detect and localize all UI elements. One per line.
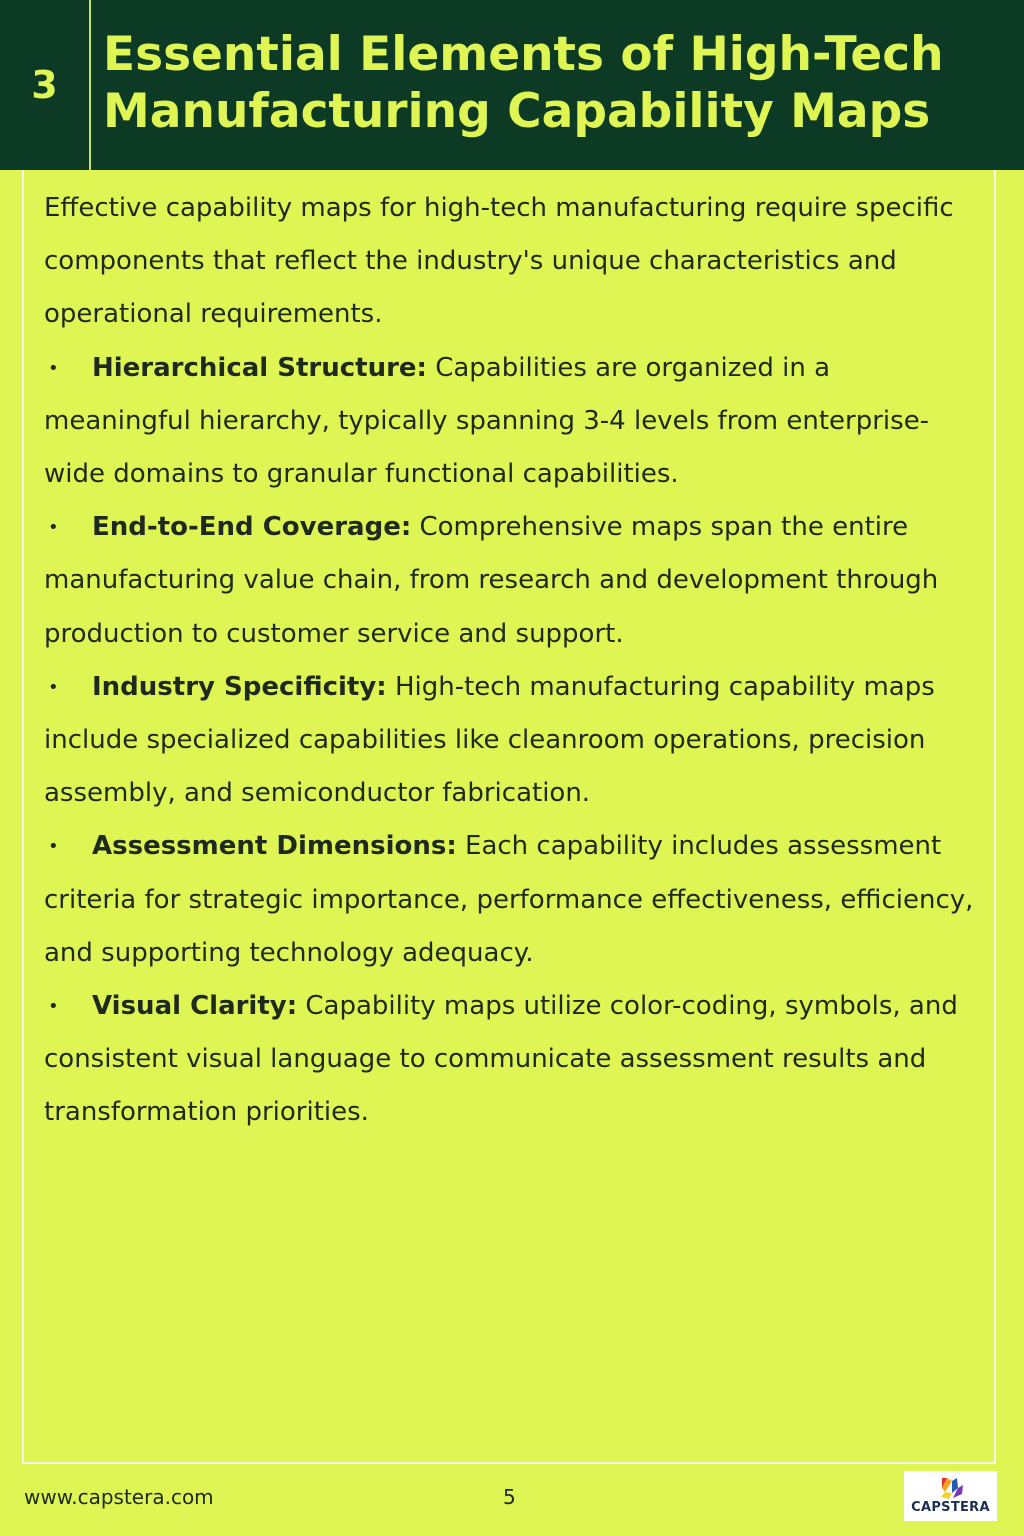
- bullet-icon: •: [48, 357, 59, 379]
- section-number: 3: [31, 63, 58, 107]
- bullet-text: Capability maps utilize color-coding, symbols, and consistent visual language to communicate assessment results and transformation priorities.: [44, 991, 958, 1128]
- bullet-text: Each capability includes assessment criteria for strategic importance, performance effectiveness, efficiency, and supporting technology adequacy.: [44, 831, 974, 968]
- page-title: Essential Elements of High-Tech Manufacturing Capability Maps: [103, 27, 944, 139]
- bullet-term: Hierarchical Structure:: [92, 352, 427, 383]
- bullet-icon: •: [48, 517, 59, 539]
- logo-wordmark: CAPSTERA: [911, 1500, 990, 1515]
- bullet-icon: •: [48, 996, 59, 1018]
- bullet-term: End-to-End Coverage:: [92, 512, 412, 543]
- capstera-logo: [904, 1471, 997, 1521]
- bullet-term: Visual Clarity:: [92, 991, 298, 1022]
- bullet-text: High-tech manufacturing capability maps include specialized capabilities like cleanroom operations, precision assembly, and semiconductor fabrication.: [44, 671, 935, 809]
- page-header: [0, 0, 1024, 170]
- bullet-icon: •: [48, 836, 59, 858]
- bullet-text: Comprehensive maps span the entire manufacturing value chain, from research and development through production to customer service and support.: [44, 512, 939, 649]
- bullet-icon: •: [48, 676, 59, 698]
- footer-website: www.capstera.com: [24, 1485, 214, 1509]
- header-divider: [89, 0, 91, 170]
- list-item: [44, 501, 984, 661]
- list-item: [44, 342, 984, 502]
- page-number: 5: [503, 1485, 516, 1509]
- intro-paragraph: Effective capability maps for high-tech manufacturing require specific components that reflect the industry's unique characteristics and operational requirements.: [44, 193, 954, 330]
- bullet-text: Capabilities are organized in a meaningful hierarchy, typically spanning 3-4 levels from enterprise-wide domains to granular functional capabilities.: [44, 352, 930, 490]
- list-item: [44, 661, 984, 821]
- list-item: [44, 980, 984, 1140]
- bullet-term: Assessment Dimensions:: [92, 831, 457, 862]
- elements-list: [44, 342, 984, 1140]
- list-item: [44, 820, 984, 980]
- main-content: [44, 182, 984, 1140]
- bullet-term: Industry Specificity:: [92, 671, 387, 702]
- capstera-logo-icon: [934, 1475, 966, 1500]
